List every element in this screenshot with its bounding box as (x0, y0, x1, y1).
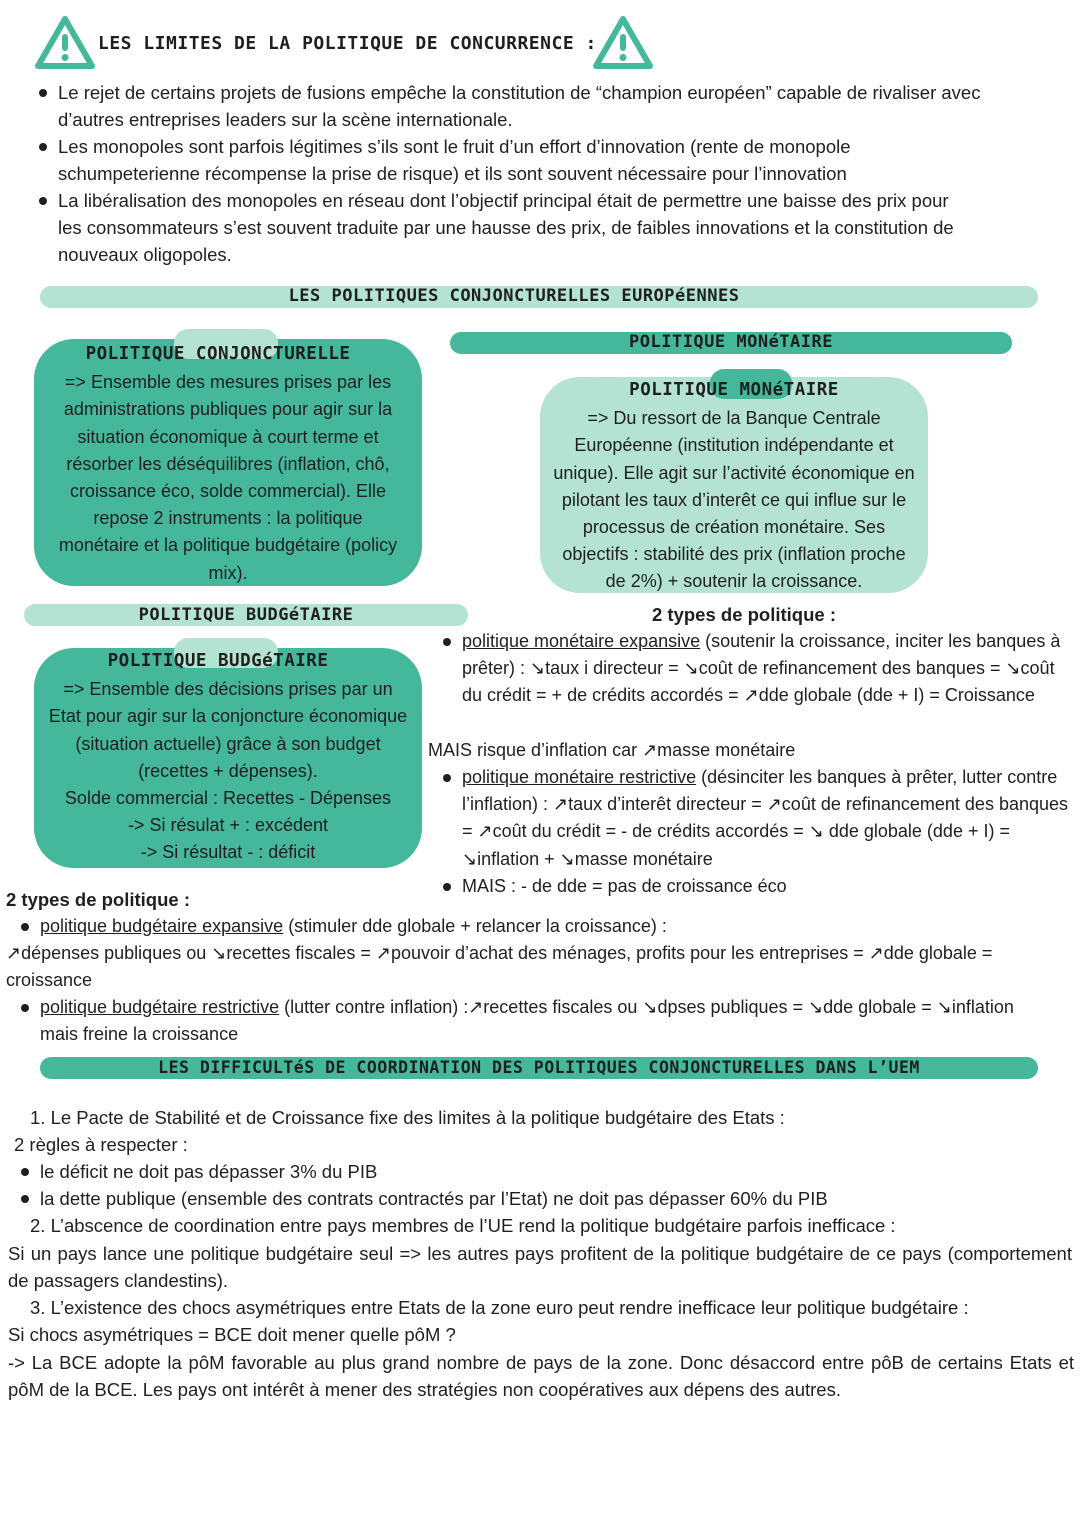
restrictive-label: politique monétaire restrictive (462, 767, 697, 787)
card-title: POLITIQUE CONJONCTURELLE (85, 344, 351, 364)
budget-band-title: POLITIQUE BUDGéTAIRE (138, 605, 354, 625)
list-item: politique monétaire restrictive (désinciter les banques à prêter, lutter contre l’inflation) : ↗taux d’interêt directeur = ↗coût de refinancement des banques = ↗coût du crédit = - de crédits accordés = ↘ dde globale (dde + I) = ↘inflation + ↘masse monétaire (440, 764, 1074, 873)
list-item: politique budgétaire restrictive (lutter contre inflation) :↗recettes fiscales ou ↘dpses publiques = ↘dde globale = ↘inflation mais freine la croissance (18, 994, 1048, 1048)
budget-types-title: 2 types de politique : (6, 889, 190, 910)
monetary-types-list (440, 628, 1070, 710)
section-title-3: LES DIFFICULTéS DE COORDINATION DES POLITIQUES CONJONCTURELLES DANS L’UEM (158, 1058, 920, 1077)
card-text: => Ensemble des mesures prises par les administrations publiques pour agir sur la situation économique à court terme et résorber les déséquilibres (inflation, chô, croissance éco, solde commercial). Elle repose 2 instruments : la politique monétaire et la politique budgétaire (policy mix). (58, 372, 398, 583)
monetary-band-title: POLITIQUE MONéTAIRE (629, 332, 833, 352)
card-text: => Du ressort de la Banque Centrale Européenne (institution indépendante et unique). Elle agit sur l’activité économique en pilotant les taux d’interêt ce qui influe sur le processus de création monétaire. Ses objectifs : stabilité des prix (inflation proche de 2%) + soutenir la croissance. (553, 408, 915, 592)
coord-rules-list (18, 1158, 1058, 1212)
limits-list (36, 79, 1036, 268)
list-item: La libéralisation des monopoles en réseau dont l’objectif principal était de permettre une baisse des prix pour les consommateurs s’est souvent traduite par une hausse des prix, de faibles innovations et la constitution de nouveaux oligopoles. (36, 187, 1036, 268)
coord-p3: 3. L’existence des chocs asymétriques entre Etats de la zone euro peut rendre inefficace leur politique budgétaire : (30, 1297, 969, 1318)
monetary-types-list-2 (440, 764, 1074, 900)
coord-p2: 2. L’abscence de coordination entre pays membres de l’UE rend la politique budgétaire parfois inefficace : (30, 1215, 896, 1236)
list-item: la dette publique (ensemble des contrats contractés par l’Etat) ne doit pas dépasser 60% du PIB (18, 1185, 1058, 1212)
list-item: politique budgétaire expansive (stimuler dde globale + relancer la croissance) : (18, 913, 1068, 940)
list-item: MAIS : - de dde = pas de croissance éco (440, 873, 1074, 900)
monetaire-card (540, 377, 928, 593)
section-title: LES POLITIQUES CONJONCTURELLES EUROPéENNES (288, 286, 740, 306)
warning-triangle-icon (34, 14, 96, 72)
budget-restrictive-label: politique budgétaire restrictive (40, 997, 280, 1017)
conjoncturelle-card (34, 339, 422, 586)
coord-p2b: Si un pays lance une politique budgétaire seul => les autres pays profitent de la politique budgétaire de ce pays (comportement de passagers clandestins). (8, 1243, 1072, 1291)
coord-p1: 1. Le Pacte de Stabilité et de Croissance fixe des limites à la politique budgétaire des Etats : (30, 1107, 785, 1128)
card-plus: -> Si résulat + : excédent (127, 815, 329, 836)
card-text: => Ensemble des décisions prises par un Etat pour agir sur la conjoncture économique (situation actuelle) grâce à son budget (recettes + dépenses). (48, 679, 408, 781)
list-item: Les monopoles sont parfois légitimes s’ils sont le fruit d’un effort d’innovation (rente de monopole schumpeterienne récompense la prise de risque) et ils sont souvent nécessaire pour l’innovation (36, 133, 1036, 187)
budget-expansive-label: politique budgétaire expansive (40, 916, 284, 936)
list-item: politique monétaire expansive (soutenir la croissance, inciter les banques à prêter) : ↘taux i directeur = ↘coût de refinancement des banques = ↘coût du crédit = + de crédits accordés = ↗dde globale (dde + I) = Croissance (440, 628, 1070, 710)
page-title: LES LIMITES DE LA POLITIQUE DE CONCURRENCE : (98, 33, 597, 54)
monetary-types-title: 2 types de politique : (652, 604, 836, 625)
budget-expansive-detail: ↗dépenses publiques ou ↘recettes fiscales = ↗pouvoir d’achat des ménages, profits pour les entreprises = ↗dde globale = croissance (6, 943, 993, 990)
budgetaire-card (34, 648, 422, 868)
monetary-mais: MAIS risque d’inflation car ↗masse monétaire (428, 740, 796, 760)
card-title: POLITIQUE BUDGéTAIRE (107, 651, 329, 671)
list-item: Le rejet de certains projets de fusions empêche la constitution de “champion européen” capable de rivaliser avec d’autres entreprises leaders sur la scène internationale. (36, 79, 1036, 133)
card-minus: -> Si résultat - : déficit (140, 842, 316, 863)
card-title: POLITIQUE MONéTAIRE (629, 380, 839, 400)
coord-p3b: Si chocs asymétriques = BCE doit mener quelle pôM ? (8, 1324, 456, 1345)
expansive-label: politique monétaire expansive (462, 631, 701, 651)
warning-triangle-icon (592, 14, 654, 72)
card-solde: Solde commercial : Recettes - Dépenses (64, 788, 392, 809)
budget-types-list (18, 913, 1068, 940)
budget-types-list-2 (18, 994, 1048, 1048)
coord-rules: 2 règles à respecter : (14, 1134, 188, 1155)
list-item: le déficit ne doit pas dépasser 3% du PIB (18, 1158, 1058, 1185)
coord-p3c: -> La BCE adopte la pôM favorable au plus grand nombre de pays de la zone. Donc désaccord entre pôB de certains Etats et pôM de la BCE. Les pays ont intérêt à mener des stratégies non coopératives aux dépens des autres. (8, 1352, 1074, 1400)
